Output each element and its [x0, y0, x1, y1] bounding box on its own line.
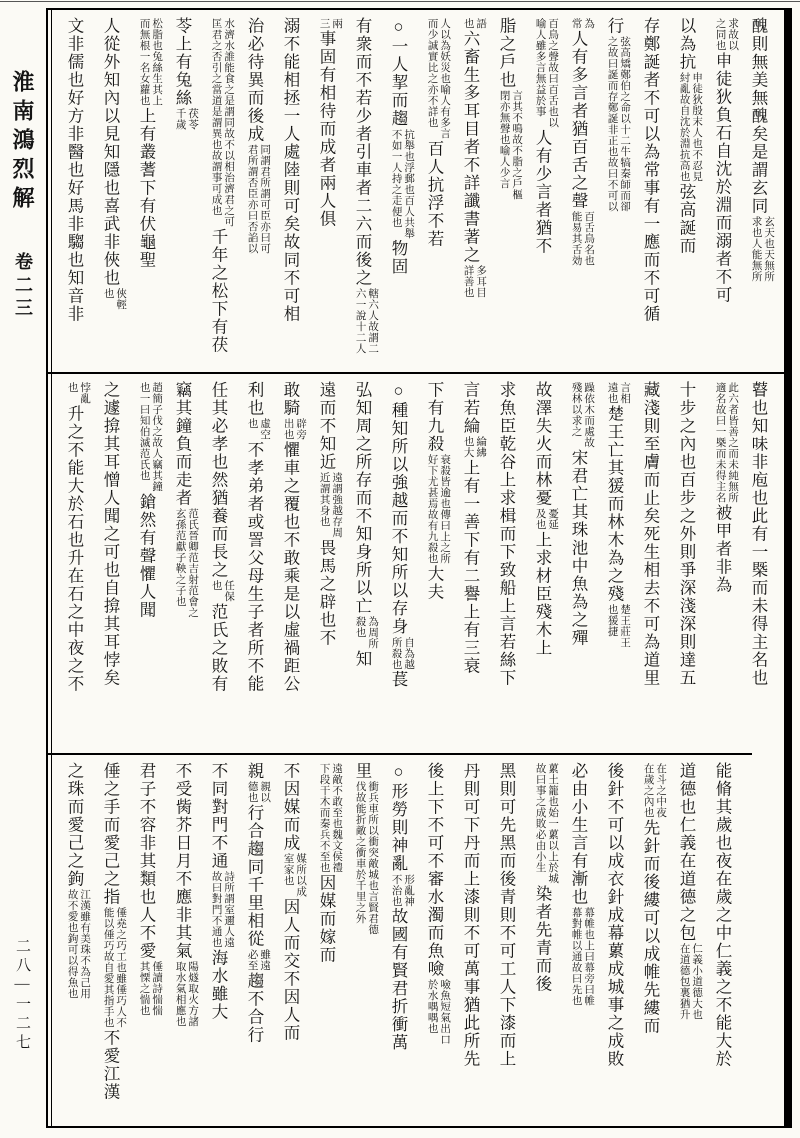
left-margin [0, 0, 46, 1138]
commentary-note-subcolumn: 幕帷也上曰幕旁曰帷 [583, 907, 595, 1006]
main-text: 不因媒而成 [281, 762, 300, 852]
main-text: 事固有相待而成者兩人俱 [317, 30, 336, 228]
commentary-note-subcolumn: 千歲 [174, 108, 186, 130]
commentary-note [605, 382, 630, 404]
main-text: 水濁而魚噞 [425, 888, 444, 978]
text-column [200, 762, 236, 1118]
commentary-note-subcolumn: 百舌鳥名也 [583, 211, 595, 266]
text-column [272, 381, 308, 747]
commentary-note-subcolumn: 所殺也 [390, 636, 402, 670]
main-text: 上有一善下有二譽上有三衰 [461, 459, 480, 675]
text-column [128, 17, 164, 366]
commentary-note-subcolumn: 言其不鳴故不脂之戶樞 [511, 90, 523, 200]
commentary-note [389, 874, 414, 907]
commentary-note [353, 616, 378, 649]
main-text: 之遽揜其耳憎人聞之可也自揜其耳悖矣 [101, 381, 120, 687]
commentary-note-subcolumn: 在斗之中夜 [655, 763, 667, 818]
commentary-note-subcolumn: 求故以 [727, 18, 739, 51]
commentary-note-subcolumn: 匡君之否引之當道是謂異也故謂事可成也 [210, 18, 222, 216]
text-column [164, 762, 200, 1118]
commentary-note [173, 108, 198, 130]
commentary-note-subcolumn: 也 [66, 382, 78, 393]
commentary-note-subcolumn: 為 [583, 18, 595, 29]
text-column [416, 17, 452, 366]
text-column [380, 381, 416, 747]
text-column [308, 762, 344, 1118]
commentary-note-subcolumn: 為周所 [367, 616, 379, 649]
main-text: 必由小生言有漸也 [569, 762, 588, 906]
text-column [488, 17, 524, 366]
text-column [236, 17, 272, 366]
main-text: 里 [353, 762, 372, 780]
commentary-note-subcolumn: 幕對帷以通故曰先也 [570, 907, 582, 1006]
commentary-note-subcolumn: 常 [570, 18, 582, 29]
commentary-note-subcolumn: 詩所謂室邇人遠 [223, 871, 235, 948]
main-text: 藏淺則至膚而止矣死生相去不可為道里 [641, 381, 660, 687]
commentary-note [677, 72, 702, 182]
commentary-note [281, 418, 306, 440]
commentary-note-subcolumn: 百鳥之聲故曰百舌也以 [547, 18, 559, 128]
page-edge-line [0, 1, 800, 2]
main-text: 不孝弟者或詈父母生子者所不能 [245, 441, 264, 693]
text-column [632, 762, 668, 1118]
main-text: 求魚臣乾谷上求楫而下致船上言若絲下 [497, 381, 516, 687]
commentary-note-subcolumn: 陽燧取火方諸 [187, 961, 199, 1027]
commentary-note-subcolumn: 遠敵不敢至也魏文侯禮 [331, 763, 343, 873]
commentary-note-subcolumn: 俠輕 [115, 288, 127, 310]
text-column [668, 762, 704, 1118]
text-column [56, 762, 92, 1118]
commentary-note-subcolumn: 范氏晉卿范吉射范會之 [187, 508, 199, 618]
main-text: 海水雖大 [209, 949, 228, 1021]
commentary-note-subcolumn: 近謂其身也 [318, 472, 330, 527]
commentary-note [173, 508, 198, 618]
commentary-note-subcolumn: 倕讀詩惴惴 [151, 961, 163, 1016]
commentary-note [749, 216, 774, 282]
text-column [596, 762, 632, 1118]
commentary-note [353, 288, 378, 354]
commentary-note [209, 18, 234, 227]
commentary-note-subcolumn: 於水喁喁也 [426, 979, 438, 1034]
commentary-note-subcolumn: 故曰事之成敗必由小生 [534, 763, 546, 873]
text-column [164, 381, 200, 747]
main-text: 六畜生多耳目者不詳讖書著之 [461, 30, 480, 264]
commentary-note-subcolumn: 喻人雖多言無益於事 [534, 18, 546, 117]
main-text: 故澤失火而林憂 [533, 381, 552, 507]
commentary-note [317, 18, 342, 29]
main-text: 竊其鐘負而走者 [173, 381, 192, 507]
text-column [308, 17, 344, 366]
commentary-note-subcolumn: 遠謂強越存周 [331, 472, 343, 538]
text-column [344, 17, 380, 366]
commentary-note-subcolumn: 下段干木而秦兵不至也 [318, 763, 330, 873]
main-text: 敢騎 [281, 381, 300, 417]
commentary-note [425, 979, 450, 1045]
register-middle [48, 372, 788, 753]
commentary-note [533, 508, 558, 530]
commentary-note-subcolumn: 而無根一名女蘿也 [138, 18, 150, 106]
commentary-note-subcolumn: 悖亂 [79, 382, 91, 404]
commentary-note-subcolumn: 好下尤甚焉故有九殺也 [426, 454, 438, 564]
commentary-note-subcolumn: 楚王莊王 [619, 604, 631, 648]
commentary-note [137, 382, 162, 492]
commentary-note-subcolumn: 蔂土籠也始一蔂以上於城 [547, 763, 559, 884]
main-text: 丹則可下丹而上漆則不可萬事猶此所先 [461, 762, 480, 1068]
commentary-note-subcolumn: 能以倕巧故自愛其指手也 [102, 907, 114, 1028]
commentary-note-subcolumn: 兩 [331, 18, 343, 29]
text-column [740, 17, 776, 366]
main-text: 因媒而嫁而 [317, 874, 336, 964]
text-column [488, 762, 524, 1118]
commentary-note-subcolumn: 伐故能折敵之衝車於千里之外 [354, 781, 366, 924]
text-column [92, 381, 128, 747]
commentary-note [389, 129, 414, 239]
main-text: 遠而不知近 [317, 381, 336, 471]
commentary-note-subcolumn: 松脂也兔絲生其上 [151, 18, 163, 106]
commentary-note-subcolumn: 雖遠 [259, 949, 271, 971]
commentary-note-subcolumn: 茯苓 [187, 108, 199, 130]
text-column [92, 17, 128, 366]
commentary-note [605, 604, 630, 648]
main-text: 道德也仁義在道德之包 [677, 762, 696, 942]
commentary-note [101, 907, 126, 1028]
commentary-note-subcolumn: 故曰對門不通也 [210, 871, 222, 948]
main-text: 萇 [389, 670, 408, 689]
main-text: 下有九殺 [425, 381, 444, 453]
main-text: 人從外知內以見知隱也喜武非俠也 [101, 17, 120, 287]
commentary-note [101, 288, 126, 310]
commentary-note-subcolumn: 水濟水誰能食之是謂同故不以相治濟君之可 [223, 18, 235, 227]
commentary-note [677, 943, 702, 1020]
main-text: 楚王亡其猨而林木為之殘 [605, 405, 624, 603]
commentary-note-subcolumn: 多耳目 [475, 265, 487, 298]
main-text: ○形勞則神亂 [389, 762, 408, 873]
commentary-note-subcolumn: 之同也 [714, 18, 726, 51]
main-text: 范氏之敗有 [209, 603, 228, 693]
commentary-note-subcolumn: 也 [246, 418, 258, 429]
commentary-note [569, 211, 594, 266]
main-text: 瞽也知味非庖也此有一槩而未得主名也 [749, 381, 768, 687]
main-text: 不同對門不通 [209, 762, 228, 870]
main-text: 上求材臣殘木上 [533, 531, 552, 657]
main-text: 以為抗 [677, 17, 696, 71]
main-text: 畏馬之辟也不 [317, 539, 336, 647]
text-column [92, 762, 128, 1118]
commentary-note-subcolumn: 噞魚短氣出口 [439, 979, 451, 1045]
text-column [272, 17, 308, 366]
main-text: 存鄭誕者不可以為常事有一應而不可循 [641, 17, 660, 323]
text-column [596, 381, 632, 747]
commentary-note [65, 889, 90, 999]
commentary-note [461, 436, 486, 458]
commentary-note-subcolumn: 憂延 [547, 508, 559, 530]
commentary-note-subcolumn: 申徒狄殷末人也不忍見 [691, 72, 703, 182]
main-text: 弦高誕而 [677, 183, 696, 255]
commentary-note-subcolumn: 室家也 [282, 853, 294, 886]
commentary-note-subcolumn: 任保 [223, 580, 235, 602]
commentary-note-subcolumn: 親以 [259, 781, 271, 803]
commentary-note-subcolumn: 自為越 [403, 636, 415, 670]
commentary-note-subcolumn: 也 [210, 580, 222, 591]
main-text: 親 [245, 762, 264, 780]
commentary-note-subcolumn: 語 [475, 18, 487, 29]
commentary-note-subcolumn: 取水氣相應也 [174, 961, 186, 1027]
main-text: 能脩其歲也夜在歲之中仁義之不能大於 [713, 762, 732, 1068]
text-column [560, 381, 596, 747]
text-column [704, 762, 740, 1118]
commentary-note-subcolumn: 同謂君所謂可臣亦曰可 [259, 144, 271, 254]
main-text: 先針而後縷可以成帷先縷而 [641, 819, 660, 1035]
main-text: 人有多言者猶百舌之聲 [569, 30, 588, 210]
text-column [308, 381, 344, 747]
commentary-note [245, 418, 270, 440]
main-text: 知 [353, 650, 372, 668]
commentary-note [317, 763, 342, 873]
commentary-note [173, 961, 198, 1027]
text-column [416, 381, 452, 747]
main-text: 人有少言者猶不 [533, 129, 552, 255]
commentary-note [461, 18, 486, 29]
commentary-note-subcolumn: 衰殺皆逾也傳曰上之所 [439, 454, 451, 564]
commentary-note-subcolumn: 衝兵車所以衝突敵城也言賢君德 [367, 781, 379, 935]
commentary-note-subcolumn: 言相 [619, 382, 631, 404]
text-column [380, 762, 416, 1118]
main-text: 醜則無美無醜矣是謂玄同 [749, 17, 768, 215]
commentary-note-subcolumn: 及也 [534, 508, 546, 530]
main-text: 鎗然有聲懼人聞 [137, 493, 156, 619]
commentary-note-subcolumn: 也 [462, 18, 474, 29]
main-text: 物固 [389, 239, 408, 276]
main-text: 百人抗浮不若 [425, 140, 444, 248]
main-text: 宋君亡其珠池中魚為之殫 [569, 449, 588, 647]
commentary-note-subcolumn: 綸紼 [475, 436, 487, 458]
main-text: 染者先青而後 [533, 885, 552, 993]
commentary-note-subcolumn: 故不愛也鉤可以得魚也 [66, 889, 78, 999]
main-text: 治必待異而後成 [245, 17, 264, 143]
main-text: 行合趨同千里相從 [245, 804, 264, 948]
commentary-note [425, 454, 450, 564]
main-text: ○一人挈而趨 [389, 17, 408, 128]
text-column [524, 381, 560, 747]
main-text: 升之不能大於石也升在石之中夜之不 [65, 405, 84, 693]
commentary-note-subcolumn: 趙簡子伐之故人竊其鐘 [151, 382, 163, 492]
text-column [416, 762, 452, 1118]
text-column [668, 17, 704, 366]
text-column [740, 381, 776, 747]
main-text: 趨不合行 [245, 972, 264, 1044]
commentary-note [209, 871, 234, 948]
commentary-note-subcolumn: 不治也 [390, 873, 402, 907]
main-text: 不受胔芥日月不應非其氣 [173, 762, 192, 960]
commentary-note [533, 18, 558, 128]
main-text: 不愛江漢 [101, 1029, 120, 1101]
main-text: 溺不能相拯一人處陸則可矣故同不可相 [281, 17, 300, 323]
text-column [632, 17, 668, 366]
commentary-note [209, 580, 234, 602]
text-column [704, 381, 740, 747]
text-column [344, 381, 380, 747]
text-column [56, 381, 92, 747]
commentary-note-subcolumn: 辟旁 [295, 418, 307, 440]
main-text: ○種知所以強越而不知所以存身 [389, 381, 408, 636]
main-text: 後針不可以成衣針成幕蔂成城事之成敗 [605, 762, 624, 1068]
text-column [668, 381, 704, 747]
commentary-note [713, 18, 738, 51]
commentary-note-subcolumn: 能易其舌効 [570, 211, 582, 266]
main-text: 有衆而不若少者引車者二六而後之 [353, 17, 372, 287]
text-column [704, 17, 740, 366]
commentary-note-subcolumn: 仁義小道德大也 [691, 943, 703, 1020]
text-column [380, 17, 416, 366]
commentary-note [137, 18, 162, 106]
commentary-note [533, 763, 558, 884]
main-text: 弘知周之所存而不知身所以亡 [353, 381, 372, 615]
main-text: 行 [605, 17, 624, 35]
commentary-note-subcolumn: 在道德包裏猶升 [678, 943, 690, 1020]
main-text: 大夫 [425, 565, 444, 601]
main-text: 脂之戶也 [497, 17, 516, 89]
text-column [272, 762, 308, 1118]
text-column [56, 17, 92, 366]
text-column [452, 762, 488, 1118]
volume-label: 卷二三 [13, 252, 33, 321]
commentary-note [569, 382, 594, 448]
commentary-note [461, 265, 486, 298]
commentary-note-subcolumn: 也一曰知伯滅范氏也 [138, 382, 150, 481]
main-text: 被甲者非為 [713, 504, 732, 594]
commentary-note-subcolumn: 其慄之惴也 [138, 961, 150, 1016]
commentary-note-subcolumn: 不如一人持之走便也 [390, 128, 402, 228]
commentary-note-subcolumn: 遠也 [606, 382, 618, 404]
commentary-note-subcolumn: 江漢雖有美珠不為己用 [79, 889, 91, 999]
main-text: 倕之手而愛己之指 [101, 762, 120, 906]
commentary-note-subcolumn: 而少誠實比之亦不詳也 [426, 18, 438, 128]
text-column [524, 762, 560, 1118]
commentary-note [641, 763, 666, 818]
commentary-note [317, 472, 342, 538]
main-text: 利也 [245, 381, 264, 417]
commentary-note-subcolumn: 君所謂否臣亦曰否諂以 [246, 144, 258, 254]
register-bottom [48, 753, 752, 1124]
commentary-note [65, 382, 90, 404]
commentary-note-subcolumn: 形亂神 [403, 873, 415, 907]
text-column [128, 762, 164, 1118]
commentary-note-subcolumn: 德也 [246, 781, 258, 803]
text-column [524, 17, 560, 366]
commentary-note-subcolumn: 也大 [462, 436, 474, 458]
commentary-note-subcolumn: 轄六人故謂二 [367, 288, 379, 354]
work-title: 淮南鴻烈解 [10, 70, 35, 215]
main-text: 文非儒也好方非醫也好馬非騶也知音非 [65, 17, 84, 323]
text-column [236, 762, 272, 1118]
commentary-note-subcolumn: 倕堯之巧工也雖倕巧人不 [115, 907, 127, 1028]
commentary-note [569, 18, 594, 29]
commentary-note-subcolumn: 求也人能無所 [750, 216, 762, 282]
commentary-note-subcolumn: 躁依木而處故 [583, 382, 595, 448]
text-column [488, 381, 524, 747]
main-text: 懼車之覆也不敢乘是以虛禍距公 [281, 441, 300, 693]
main-text: 之珠而愛己之鉤 [65, 762, 84, 888]
commentary-note-subcolumn: 之故曰誕而存鄭誕非正也故曰不可以 [606, 36, 618, 212]
commentary-note-subcolumn: 虛空 [259, 418, 271, 440]
commentary-note [569, 907, 594, 1006]
text-column [596, 17, 632, 366]
commentary-note-subcolumn: 人以為妖災也喻人有多言 [439, 18, 451, 139]
commentary-note-subcolumn: 玄孫范獻子鞅之子也 [174, 508, 186, 607]
text-column [344, 762, 380, 1118]
commentary-note [245, 144, 270, 254]
text-column [164, 17, 236, 366]
commentary-note-subcolumn: 詳善也 [462, 265, 474, 298]
commentary-note-subcolumn: 也猨捷 [606, 604, 618, 637]
text-column [200, 381, 236, 747]
commentary-note [245, 781, 270, 803]
commentary-note-subcolumn: 六一說十二人 [354, 288, 366, 354]
main-text: 十步之內也百步之外則爭深淺深則達五 [677, 381, 696, 687]
text-column [560, 762, 596, 1118]
commentary-note [389, 637, 414, 670]
commentary-note [605, 36, 630, 212]
text-column [632, 381, 668, 747]
main-text: 因人而交不因人而 [281, 898, 300, 1042]
commentary-note-subcolumn: 弦高矯鄭伯之命以十二牛犒秦師而卻 [619, 36, 631, 212]
text-column [452, 17, 488, 366]
register-top [48, 10, 788, 372]
commentary-note-subcolumn: 必至 [246, 949, 258, 971]
commentary-note-subcolumn: 玄天也天無所 [763, 216, 775, 282]
main-text: 君子不容非其類也人不愛 [137, 762, 156, 960]
commentary-note [425, 18, 450, 139]
main-text: 千年之松下有茯苓上有兔絲 [173, 17, 228, 354]
text-column [128, 381, 164, 747]
commentary-note-subcolumn: 適名故曰一槩而未得主名 [714, 382, 726, 503]
main-text: 後上下不可不審 [425, 762, 444, 888]
commentary-note-subcolumn: 媒所以成 [295, 853, 307, 897]
commentary-note [497, 90, 522, 200]
commentary-note [245, 949, 270, 971]
commentary-note [137, 961, 162, 1016]
commentary-note-subcolumn: 紂亂故自沈於淵抗高也 [678, 72, 690, 182]
commentary-note-subcolumn: 殺也 [354, 616, 366, 638]
text-column [236, 381, 272, 747]
commentary-note-subcolumn: 在歲之內也 [642, 763, 654, 818]
commentary-note-subcolumn: 抗舉也浮郵也百人共舉 [403, 128, 415, 239]
main-text: 任其必孝也然猶養而長之 [209, 381, 228, 579]
commentary-note-subcolumn: 出也 [282, 418, 294, 440]
commentary-note-subcolumn: 閉亦無聲也喻人少言 [498, 90, 510, 189]
text-column [560, 17, 596, 366]
main-text: 言若綸 [461, 381, 480, 435]
main-text: 上有叢蓍下有伏龜聖 [137, 107, 156, 269]
main-text: 故國有賢君折衝萬 [389, 907, 408, 1052]
commentary-note-subcolumn: 殘林以求之 [570, 382, 582, 437]
text-frame-border [46, 8, 792, 1128]
main-text: 黑則可先黑而後青則不可工人下漆而上 [497, 762, 516, 1068]
commentary-note-subcolumn: 也 [102, 288, 114, 299]
commentary-note-subcolumn: 此六者皆善之而未純無所 [727, 382, 739, 503]
commentary-note-subcolumn: 三 [318, 18, 330, 29]
page-number: 二八—一二七 [14, 938, 30, 1053]
main-text: 申徒狄負石自沈於淵而溺者不可 [713, 52, 732, 304]
commentary-note [713, 382, 738, 503]
text-column [452, 381, 488, 747]
commentary-note [353, 781, 378, 935]
commentary-note [281, 853, 306, 897]
